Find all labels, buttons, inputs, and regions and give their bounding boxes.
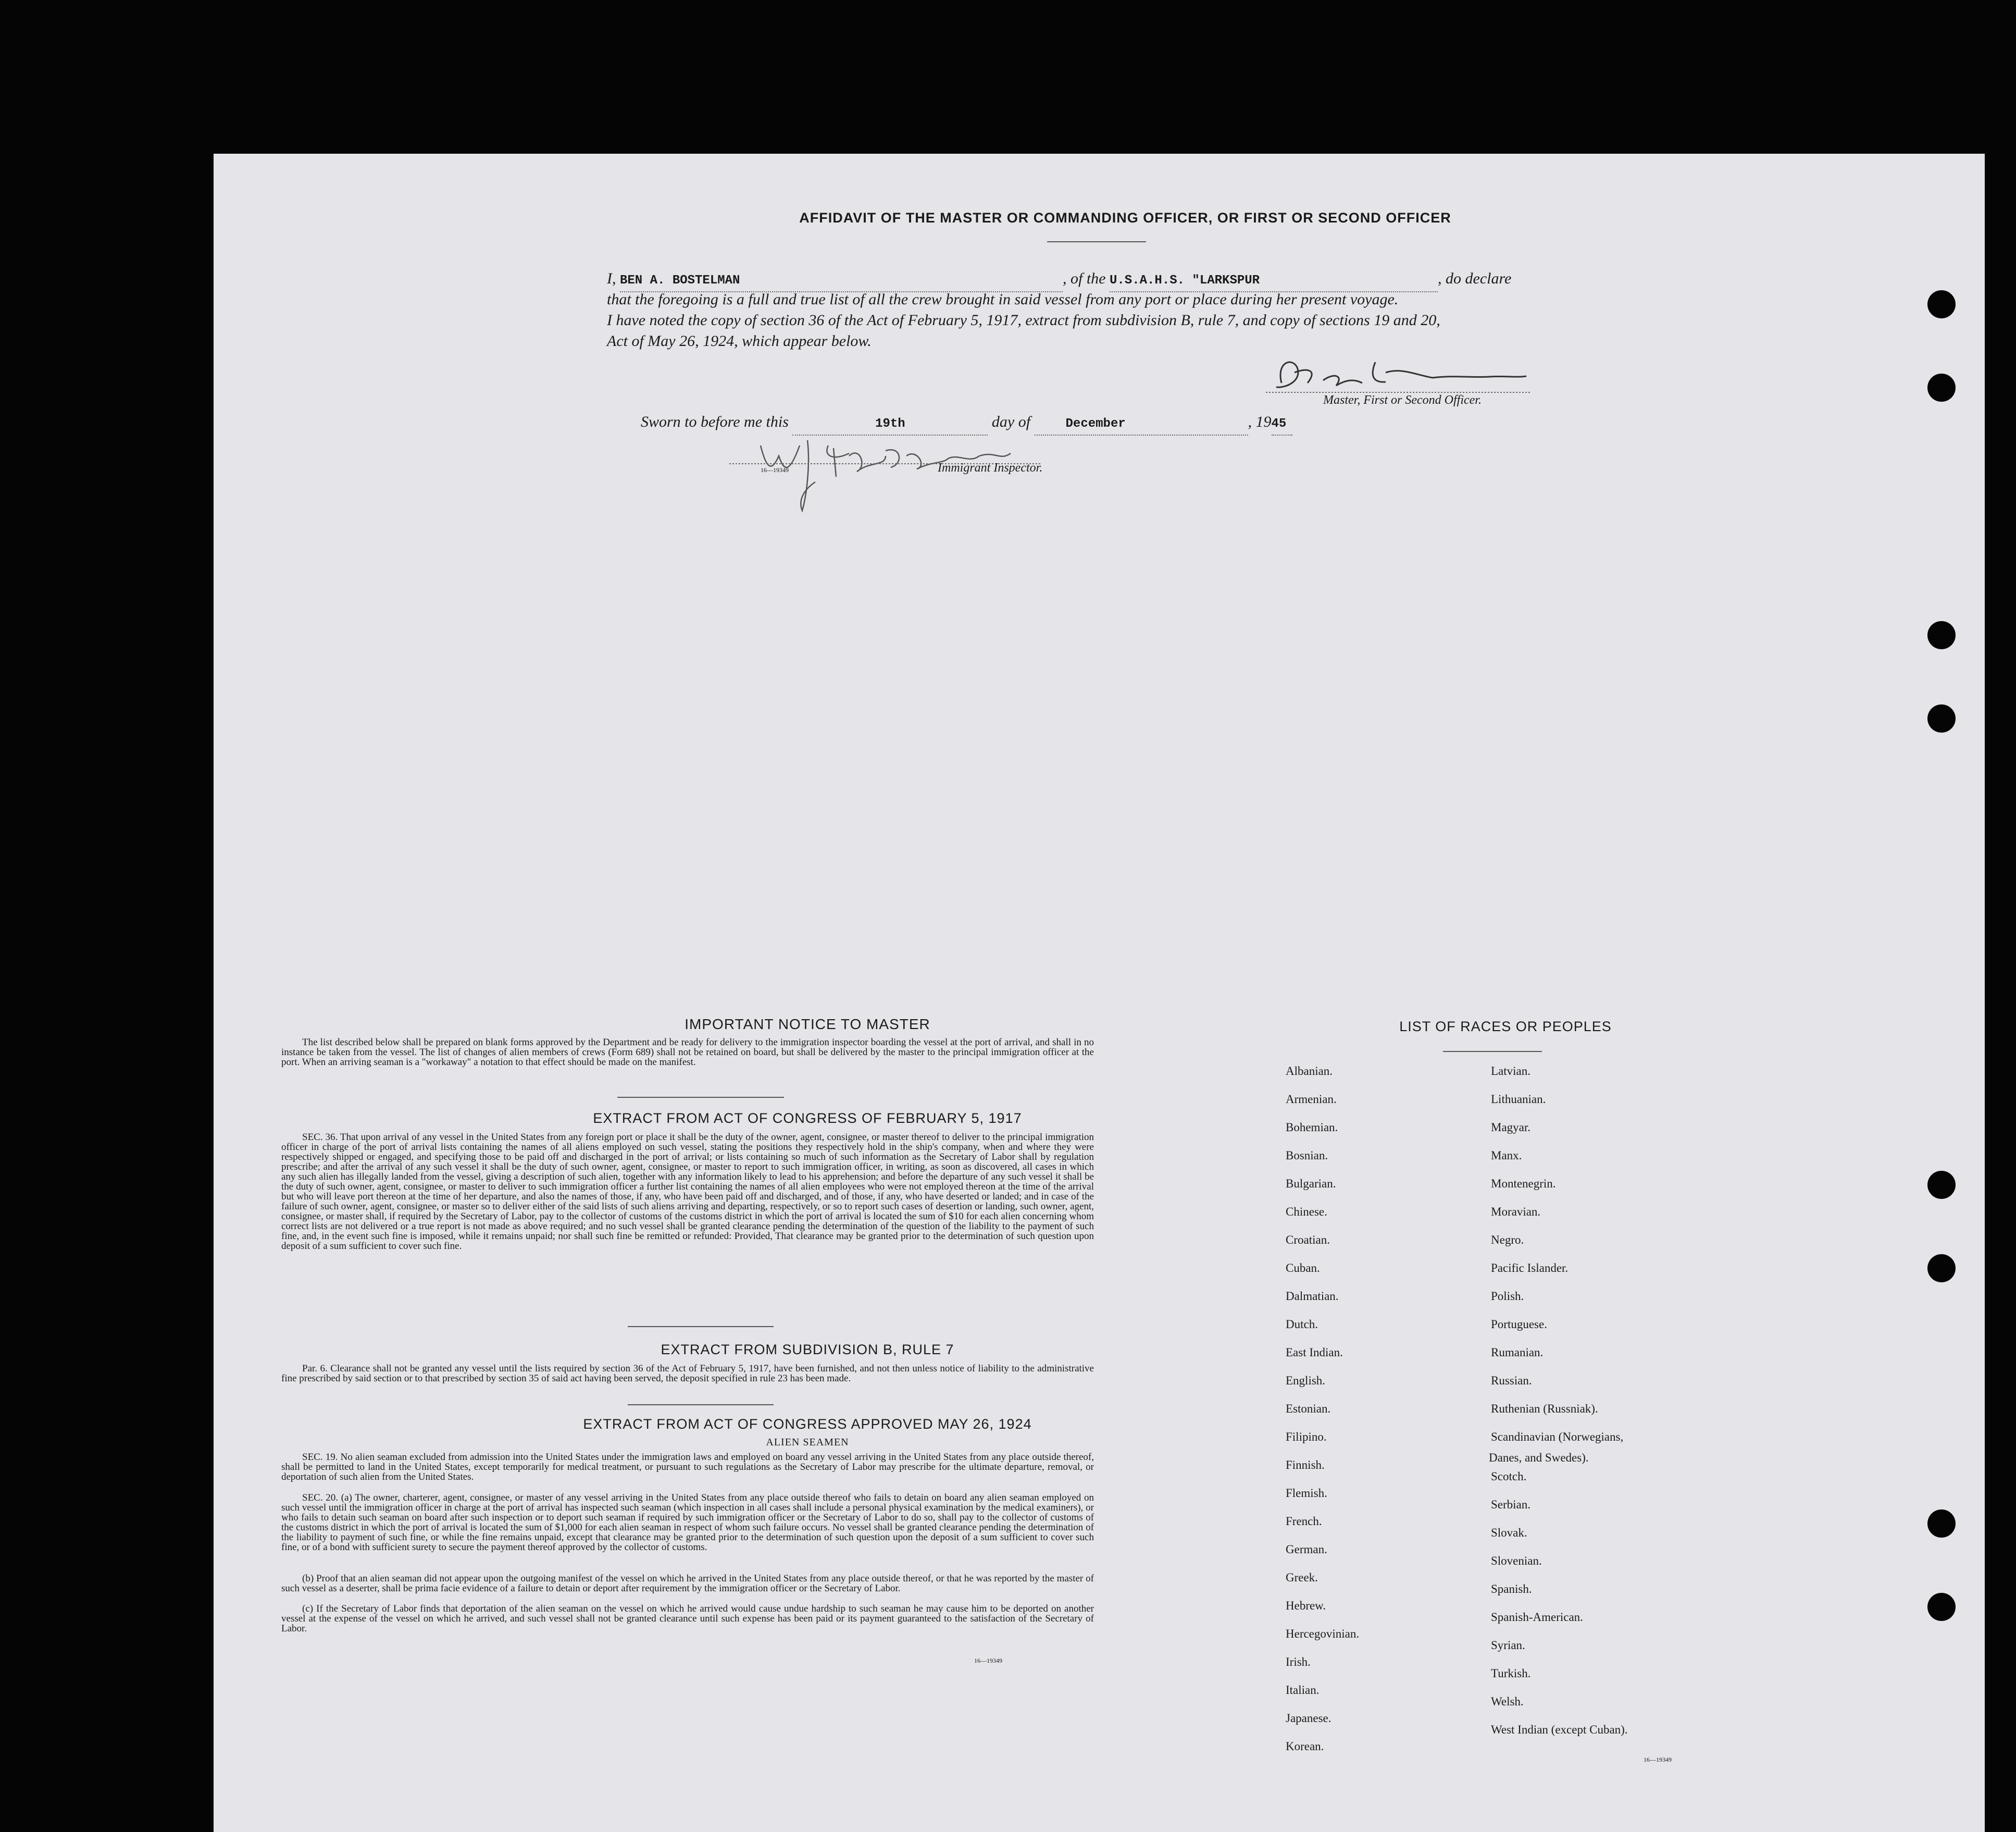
race-item: West Indian (except Cuban). [1491,1723,1628,1736]
affidavit-form-code: 16—19349 [761,466,789,474]
race-item: Spanish. [1491,1582,1532,1595]
race-item: Hebrew. [1286,1599,1326,1612]
year-prefix: , 19 [1248,413,1272,430]
punch-hole [1927,1254,1956,1282]
race-item: Bohemian. [1286,1121,1338,1134]
punch-hole [1927,1593,1956,1621]
punch-hole [1927,1171,1956,1199]
punch-hole [1927,704,1956,733]
punch-hole [1927,621,1956,649]
race-item: Latvian. [1491,1064,1530,1078]
race-item: Pacific Islander. [1491,1261,1569,1274]
title-rule [1047,241,1146,242]
master-name: BEN A. BOSTELMAN [620,274,740,288]
race-item: Scandinavian (Norwegians, [1491,1430,1624,1443]
race-item: Negro. [1491,1233,1524,1246]
sec20a-text: SEC. 20. (a) The owner, charterer, agent, consignee, or master of any vessel arriving in the United States from any place outside thereof who fails to detain on board any alien seaman employed on such vessel until the immigration officer in charge at the port of arrival has inspected such seaman (which inspection in all cases shall include a personal physical examination by the medical examiners), or who fails to detain such seaman on board after such inspection or to deport such seaman if required by such immigration officer or the Secretary of Labor to do so, shall pay to the collector of customs of the customs district in which the port of arrival is located the sum of $1,000 for each alien seaman in respect of whom such failure occurs. No vessel shall be granted clearance pending the determination of the liability to payment of such fine, or while the fine remains unpaid, except that clearance may be granted prior to the determination of such question upon the deposit of a sum sufficient to cover such fine, or of a bond with sufficient surety to secure the payment thereof approved by the collector of customs. [281,1492,1094,1553]
race-item: Japanese. [1286,1712,1331,1725]
sec20b-text: (b) Proof that an alien seaman did not appear upon the outgoing manifest of the vessel on which he arrived in the United States from any place outside thereof, or that he was reported by the master of such vessel as a deserter, shall be prima facie evidence of a failure to detain or deport after requirement by the immigration officer or the Secretary of Labor. [281,1573,1094,1594]
notice-title: IMPORTANT NOTICE TO MASTER [685,1016,930,1032]
race-item: Slovak. [1491,1526,1527,1539]
race-item: French. [1286,1515,1322,1528]
race-item: Estonian. [1286,1402,1331,1415]
extract1-title: EXTRACT FROM ACT OF CONGRESS OF FEBRUARY 5, 1917 [593,1110,1022,1126]
affidavit-line-4: Act of May 26, 1924, which appear below. [607,332,872,350]
race-item: Moravian. [1491,1205,1541,1218]
notice-form-code: 16—19349 [974,1657,1002,1664]
race-item: Cuban. [1286,1261,1320,1274]
race-item: Finnish. [1286,1458,1325,1471]
sworn-year: 45 [1271,417,1287,431]
race-item: Polish. [1491,1290,1524,1303]
race-item: Lithuanian. [1491,1093,1546,1106]
extract1-rule [628,1326,774,1327]
race-item: Portuguese. [1491,1318,1547,1331]
sworn-day: 19th [875,417,905,431]
alien-seamen-heading: ALIEN SEAMEN [766,1437,849,1448]
day-of-label: day of [991,413,1031,430]
punch-hole [1927,1509,1956,1538]
vessel-name: U.S.A.H.S. "LARKSPUR [1110,274,1260,288]
race-item: Korean. [1286,1740,1324,1753]
sworn-label: Sworn to before me this [641,413,789,430]
race-item: Turkish. [1491,1667,1531,1680]
race-item: Syrian. [1491,1639,1525,1652]
race-item: Scotch. [1491,1470,1527,1483]
race-item: Manx. [1491,1149,1522,1162]
race-item: German. [1286,1543,1327,1556]
race-item: Montenegrin. [1491,1177,1556,1190]
race-item: Dalmatian. [1286,1290,1339,1303]
extract2-title: EXTRACT FROM SUBDIVISION B, RULE 7 [661,1342,954,1357]
race-item: Serbian. [1491,1498,1531,1511]
race-item: Slovenian. [1491,1554,1542,1567]
affidavit-line-2: that the foregoing is a full and true list of all the crew brought in said vessel from any port or place during her present voyage. [607,291,1399,308]
race-item: Chinese. [1286,1205,1327,1218]
race-item: Ruthenian (Russniak). [1491,1402,1598,1415]
month-field [1035,412,1248,436]
affidavit-line-3: I have noted the copy of section 36 of the Act of February 5, 1917, extract from subdivision B, rule 7, and copy of sections 19 and 20, [607,312,1440,329]
races-rule [1443,1051,1542,1052]
punch-hole [1927,374,1956,402]
race-item: Hercegovinian. [1286,1627,1360,1640]
race-item: Rumanian. [1491,1346,1544,1359]
extract2-rule [628,1404,774,1405]
race-item: Magyar. [1491,1121,1531,1134]
of-the-label: , of the [1063,270,1106,287]
do-declare-label: , do declare [1438,270,1512,287]
race-item: Bosnian. [1286,1149,1328,1162]
races-title: LIST OF RACES OR PEOPLES [1399,1019,1612,1034]
year-field [1272,412,1292,436]
sec20c-text: (c) If the Secretary of Labor finds that deportation of the alien seaman on the vessel on which he arrived would cause undue hardship to such seaman he may cause him to be deported on another vessel at the expense of the vessel on which he arrived, and such vessel shall not be granted clearance until such expense has been paid or its payment guaranteed to the satisfaction of the Secretary of Labor. [281,1603,1094,1634]
par6-text: Par. 6. Clearance shall not be granted any vessel until the lists required by section 36 of the Act of February 5, 1917, have been furnished, and not then unless notice of liability to the administrative fine prescribed by said section or to that prescribed by section 35 of said act having been served, the deposit specified in rule 23 has been made. [281,1363,1094,1384]
inspector-label: Immigrant Inspector. [938,461,1043,475]
race-item: English. [1286,1374,1326,1387]
master-signature [1245,352,1537,399]
race-item: East Indian. [1286,1346,1343,1359]
race-item: Filipino. [1286,1430,1327,1443]
notice-rule [617,1097,784,1098]
sec36-text: SEC. 36. That upon arrival of any vessel in the United States from any foreign port or place it shall be the duty of the owner, agent, consignee, or master thereof to deliver to the principal immigration officer in charge of the port of arrival lists containing the names of all aliens employed on such vessel, stating the positions they respectively hold in the ship's company, when and where they were respectively shipped or engaged, and specifying those to be paid off and discharged in the port of arrival; or lists containing so much of such information as the Secretary of Labor shall by regulation prescribe; and after the arrival of any such vessel it shall be the duty of such owner, agent, consignee, or master to report to such immigration officer, in writing, as soon as discovered, all cases in which any such alien has illegally landed from the vessel, giving a description of such alien, together with any information likely to lead to his apprehension; and before the departure of any such vessel it shall be the duty of such owner, agent, consignee, or master to deliver to such immigration officer a further list containing the names of all alien employees who were not employed thereon at the time of the arrival but who will leave port thereon at the time of her departure, and also the names of those, if any, who have been paid off and discharged, and of those, if any, who have deserted or landed; and in case of the failure of such owner, agent, consignee, or master so to deliver either of the said lists of such aliens arriving and departing, respectively, or so to report such cases of desertion or landing, such owner, agent, consignee, or master shall, if required by the Secretary of Labor, pay to the collector of customs of the customs district in which the port of arrival is located the sum of $10 for each alien concerning whom correct lists are not delivered or a true report is not made as above required; and no such vessel shall be granted clearance pending the determination of the question of the liability to the payment of such fine, and, in the event such fine is imposed, while it remains unpaid; nor shall such fine be remitted or refunded: Provided, That clearance may be granted prior to the determination of such question upon deposit of a sum sufficient to cover such fine. [281,1132,1094,1252]
race-item: Spanish-American. [1491,1611,1583,1624]
race-item: Irish. [1286,1655,1311,1668]
scandinavian-continuation: Danes, and Swedes). [1489,1451,1589,1464]
race-item: Welsh. [1491,1695,1524,1708]
race-item: Italian. [1286,1684,1320,1697]
races-form-code: 16—19349 [1644,1756,1672,1763]
race-item: Dutch. [1286,1318,1318,1331]
extract3-title: EXTRACT FROM ACT OF CONGRESS APPROVED MAY 26, 1924 [583,1416,1032,1432]
sworn-month: December [1065,417,1126,431]
master-label: Master, First or Second Officer. [1323,393,1482,407]
race-item: Albanian. [1286,1064,1333,1078]
race-item: Russian. [1491,1374,1532,1387]
sec19-text: SEC. 19. No alien seaman excluded from admission into the United States under the immigration laws and employed on board any vessel arriving in the United States from any place outside thereof, shall be permitted to land in the United States, except temporarily for medical treatment, or pursuant to such regulations as the Secretary of Labor may prescribe for the ultimate departure, removal, or deportation of such alien from the United States. [281,1452,1094,1482]
race-item: Bulgarian. [1286,1177,1336,1190]
race-item: Croatian. [1286,1233,1330,1246]
notice-text: The list described below shall be prepared on blank forms approved by the Department and be ready for delivery to the immigration inspector boarding the vessel at the port of arrival, and shall in no instance be taken from the vessel. The list of changes of alien members of crews (Form 689) shall not be retained on board, but shall be delivered by the master to the principal immigration officer at the port. When an arriving seaman is a "workaway" a notation to that effect should be made on the manifest. [281,1037,1094,1068]
race-item: Greek. [1286,1571,1318,1584]
race-item: Flemish. [1286,1487,1327,1500]
affidavit-title: AFFIDAVIT OF THE MASTER OR COMMANDING OFFICER, OR FIRST OR SECOND OFFICER [799,210,1451,226]
punch-hole [1927,290,1956,318]
race-item: Armenian. [1286,1093,1337,1106]
document-page [214,154,1985,1832]
i-label: I, [607,270,616,287]
